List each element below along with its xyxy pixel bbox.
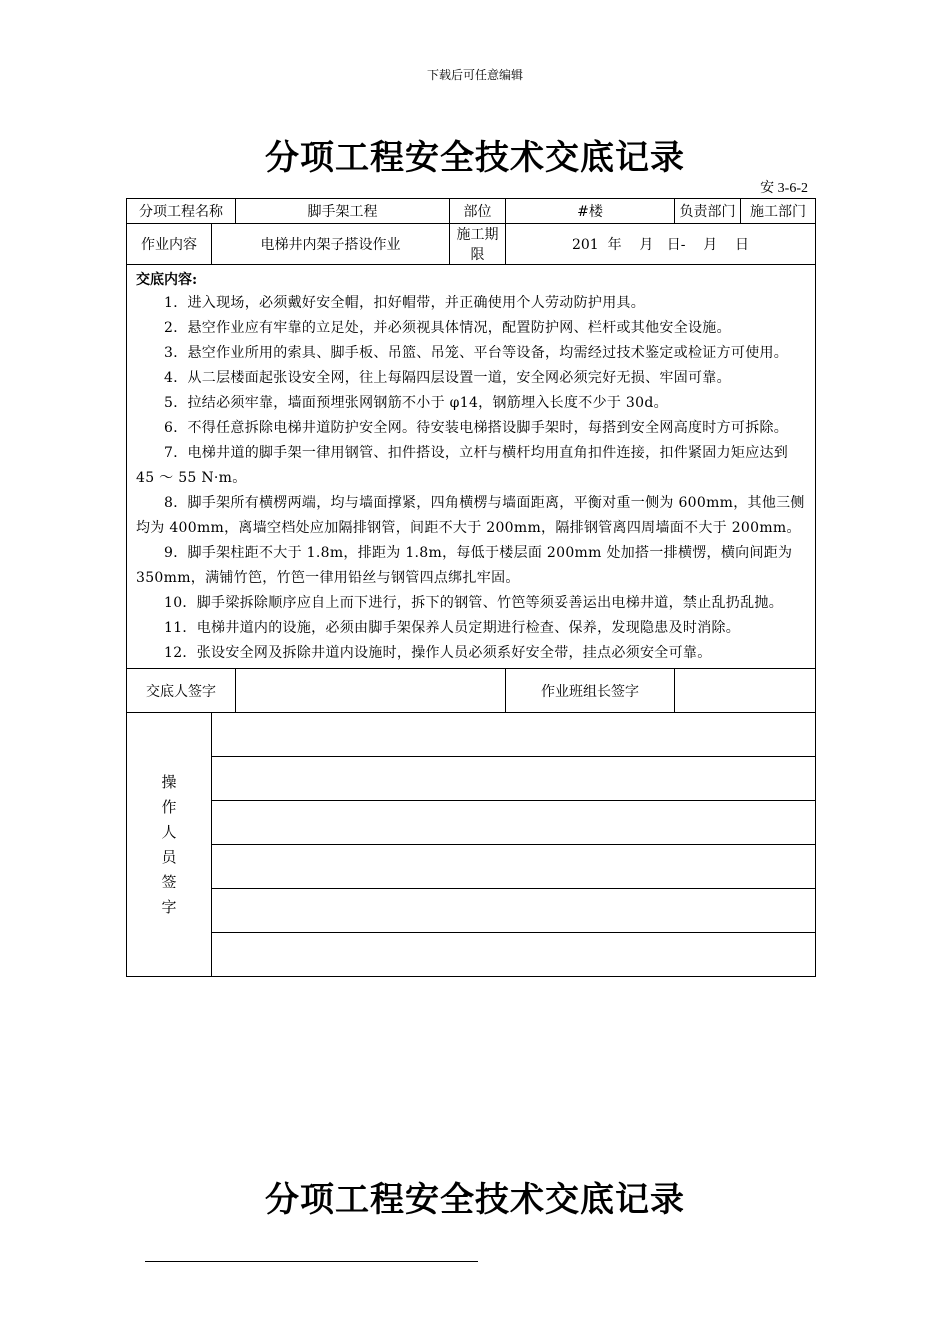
briefer-signature-label: 交底人签字 [127,669,236,713]
project-name-label: 分项工程名称 [127,199,236,224]
briefing-content [127,265,816,669]
department-value[interactable]: 施工部门 [741,199,816,224]
content-item: 12．张设安全网及拆除井道内设施时，操作人员必须系好安全带，挂点必须安全可靠。 [164,645,712,661]
operator-label-char: 员 [161,847,177,866]
content-item: 9．脚手架柱距不大于 1.8m，排距为 1.8m，每低于楼层面 200mm 处加搭一排横愣，横向间距为 350mm，满铺竹笆，竹笆一律用铅丝与钢管四点绑扎牢固。 [136,545,793,586]
content-item: 7．电梯井道的脚手架一律用钢管、扣件搭设，立杆与横杆均用直角扣件连接，扣件紧固力矩应达到 45 ～ 55 N·m。 [136,445,789,486]
operator-signature-label [127,713,212,977]
operator-signature-line[interactable] [212,933,816,977]
header-note: 下载后可任意编辑 [426,68,523,82]
content-item: 4．从二层楼面起张设安全网，往上每隔四层设置一道，安全网必须完好无损、牢固可靠。 [164,370,731,386]
leader-signature-field[interactable] [675,669,816,713]
operator-signature-line[interactable] [212,713,816,757]
content-item: 6．不得任意拆除电梯井道防护安全网。待安装电梯搭设脚手架时，每搭到安全网高度时方可拆除。 [164,420,789,436]
operator-label-char: 人 [161,822,177,841]
content-item: 10．脚手梁拆除顺序应自上而下进行，拆下的钢管、竹笆等须妥善运出电梯井道，禁止乱扔乱抛。 [164,595,784,611]
content-item: 5．拉结必须牢靠，墙面预埋张网钢筋不小于 φ14，钢筋埋入长度不少于 30d。 [164,395,668,411]
operator-signature-line[interactable] [212,889,816,933]
content-item: 11．电梯井道内的设施，必须由脚手架保养人员定期进行检查、保养，发现隐患及时消除。 [164,620,741,636]
content-heading: 交底内容: [136,272,198,288]
operator-label-char: 字 [161,897,177,916]
content-item: 3．悬空作业所用的索具、脚手板、吊篮、吊笼、平台等设备，均需经过技术鉴定或检证方可使用。 [164,345,789,361]
period-label: 施工期限 [450,224,506,265]
operator-signature-line[interactable] [212,801,816,845]
operator-signature-line[interactable] [212,757,816,801]
footer-divider [145,1261,478,1262]
operator-signature-line[interactable] [212,845,816,889]
document-title-repeat: 分项工程安全技术交底记录 [265,1180,685,1220]
operator-label-char: 操 [161,772,177,791]
content-item: 2．悬空作业应有牢靠的立足处，并必须视具体情况，配置防护网、栏杆或其他安全设施。 [164,320,731,336]
operator-label-char: 签 [161,872,177,891]
location-value[interactable]: #楼 [506,199,675,224]
content-item: 8．脚手架所有横楞两端，均与墙面撑紧，四角横楞与墙面距离，平衡对重一侧为 600mm，其他三侧均为 400mm，离墙空档处应加隔排钢管，间距不大于 200mm，隔排钢管离四周墙面不大于 200mm。 [136,495,805,536]
location-label: 部位 [450,199,506,224]
department-label: 负责部门 [675,199,741,224]
operator-label-char: 作 [161,797,177,816]
briefer-signature-field[interactable] [236,669,506,713]
leader-signature-label: 作业班组长签字 [506,669,675,713]
briefing-form [126,198,816,977]
form-code: 安 3-6-2 [760,181,808,196]
work-content-value[interactable]: 电梯井内架子搭设作业 [212,224,450,265]
document-title: 分项工程安全技术交底记录 [265,138,685,178]
period-value[interactable]: 201 年 月 日- 月 日 [506,224,816,265]
work-content-label: 作业内容 [127,224,212,265]
project-name-value[interactable]: 脚手架工程 [236,199,450,224]
content-item: 1．进入现场，必须戴好安全帽，扣好帽带，并正确使用个人劳动防护用具。 [164,295,646,311]
